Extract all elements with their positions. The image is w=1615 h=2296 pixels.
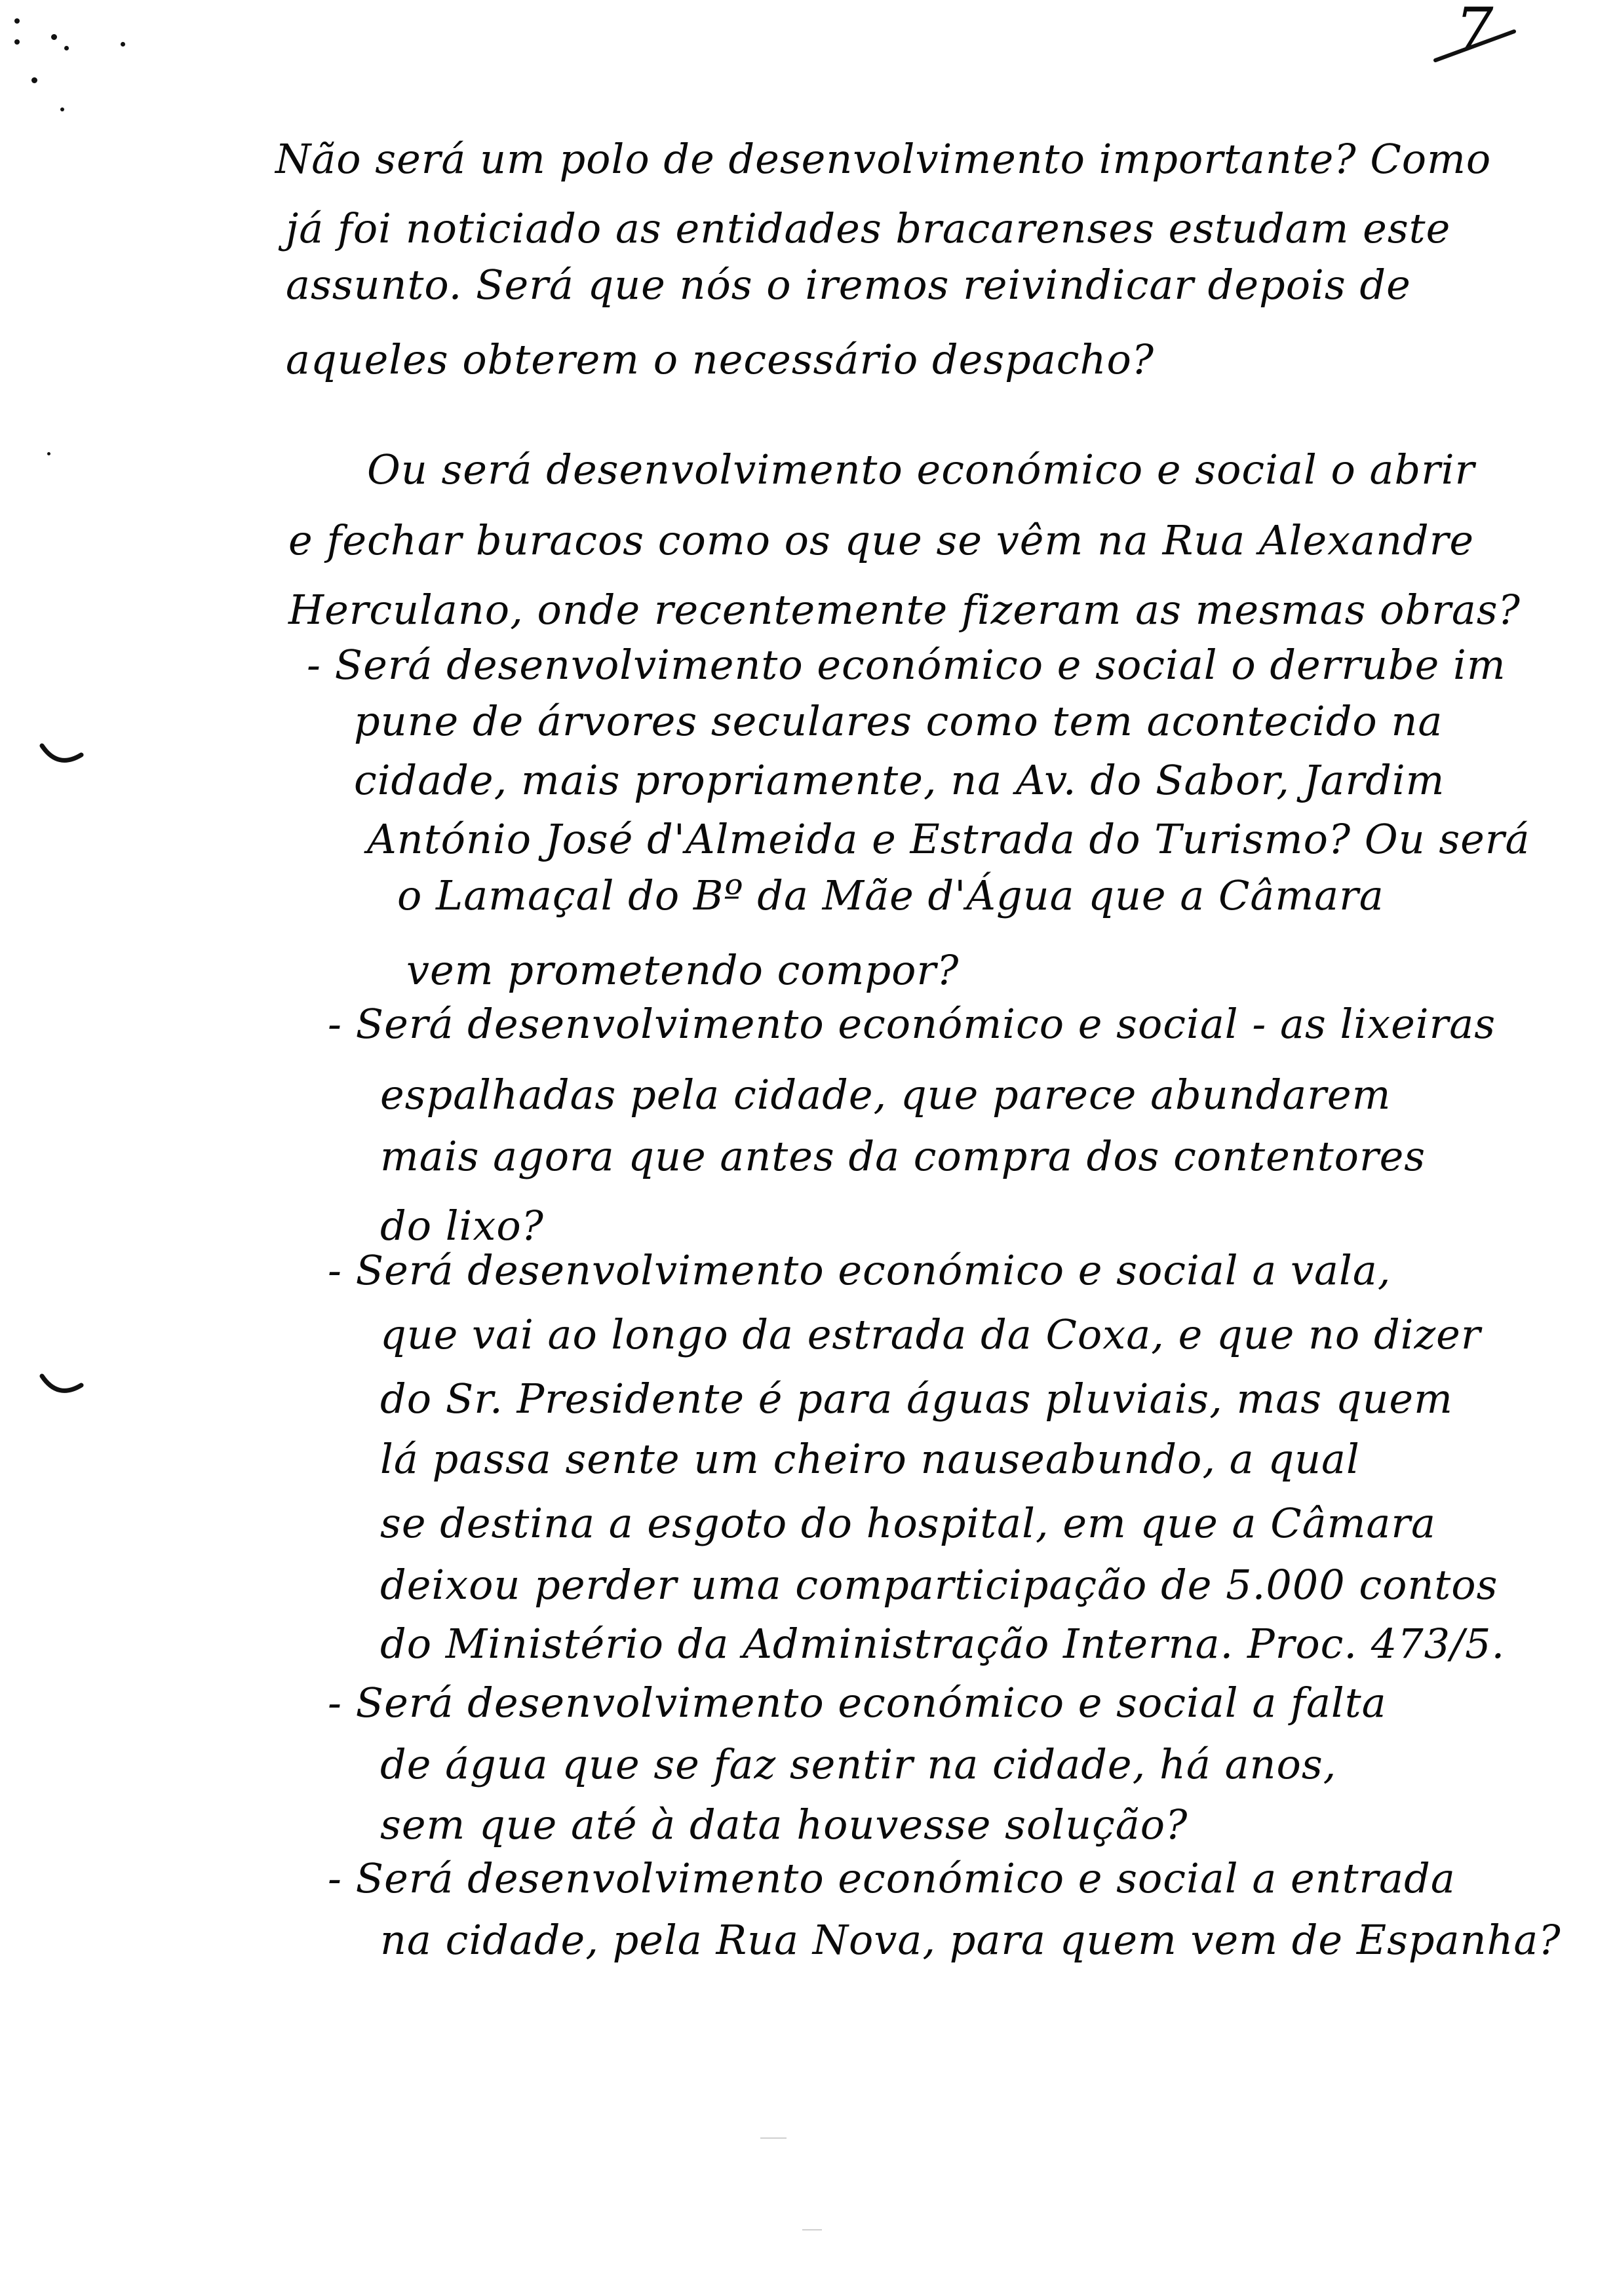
text-line: mais agora que antes da compra dos contentores — [380, 1132, 1426, 1180]
scan-speck — [60, 107, 64, 111]
punch-hole-mark — [38, 1369, 84, 1402]
scan-speck — [31, 77, 37, 83]
text-line: - Será desenvolvimento económico e social a falta — [328, 1679, 1387, 1727]
scan-speck — [121, 42, 125, 47]
text-line: e fechar buracos como os que se vêm na Rua Alexandre — [288, 516, 1475, 564]
text-line: se destina a esgoto do hospital, em que a Câmara — [380, 1499, 1436, 1547]
text-line: sem que até à data houvesse solução? — [380, 1801, 1188, 1848]
text-line: do lixo? — [380, 1202, 544, 1250]
text-line: de água que se faz sentir na cidade, há anos, — [380, 1740, 1337, 1788]
punch-hole-mark — [38, 739, 84, 772]
scan-speck — [64, 46, 69, 50]
text-line: - Será desenvolvimento económico e social a vala, — [328, 1246, 1391, 1294]
scan-mark — [760, 2137, 787, 2139]
text-line: - Será desenvolvimento económico e social - as lixeiras — [328, 1000, 1496, 1048]
text-line: o Lamaçal do Bº da Mãe d'Água que a Câmara — [397, 871, 1384, 919]
text-line: pune de árvores seculares como tem acontecido na — [354, 697, 1443, 745]
scan-mark — [802, 2229, 822, 2230]
text-line: Herculano, onde recentemente fizeram as mesmas obras? — [288, 586, 1521, 634]
text-line: que vai ao longo da estrada da Coxa, e que no dizer — [380, 1311, 1481, 1358]
text-line: vem prometendo compor? — [406, 946, 960, 994]
scan-speck — [47, 452, 50, 455]
text-line: aqueles obterem o necessário despacho? — [286, 335, 1155, 383]
scan-speck — [14, 18, 20, 24]
text-line: na cidade, pela Rua Nova, para quem vem de Espanha? — [380, 1916, 1561, 1964]
text-line: lá passa sente um cheiro nauseabundo, a qual — [380, 1435, 1360, 1483]
text-line: deixou perder uma comparticipação de 5.000 contos — [380, 1561, 1498, 1609]
text-line: António José d'Almeida e Estrada do Turismo? Ou será — [367, 815, 1530, 863]
text-line: já foi noticiado as entidades bracarenses estudam este — [286, 204, 1451, 252]
text-line: do Ministério da Administração Interna. Proc. 473/5. — [380, 1620, 1506, 1668]
text-line: - Será desenvolvimento económico e social a entrada — [328, 1854, 1456, 1902]
scan-speck — [51, 34, 57, 40]
text-line: espalhadas pela cidade, que parece abundarem — [380, 1071, 1391, 1119]
text-line: assunto. Será que nós o iremos reivindicar depois de — [286, 261, 1411, 309]
scan-speck — [14, 39, 20, 45]
text-line: do Sr. Presidente é para águas pluviais, mas quem — [380, 1375, 1453, 1423]
text-line: Ou será desenvolvimento económico e social o abrir — [367, 446, 1475, 493]
text-line: Não será um polo de desenvolvimento importante? Como — [275, 135, 1492, 183]
page-number-underline — [1429, 26, 1521, 66]
text-line: - Será desenvolvimento económico e social o derrube im — [307, 641, 1506, 689]
text-line: cidade, mais propriamente, na Av. do Sabor, Jardim — [354, 756, 1445, 804]
page-number: 7 — [1455, 0, 1494, 65]
